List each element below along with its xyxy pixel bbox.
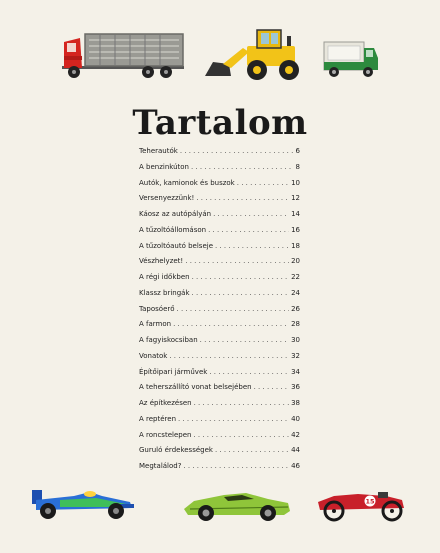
toc-entry — [139, 415, 300, 431]
toc-entry-page-number: 40 — [291, 414, 300, 423]
toc-entry-page-number: 34 — [291, 367, 300, 376]
toc-entry-title: Autók, kamionok és buszok — [139, 178, 235, 187]
delivery-van-illustration — [322, 38, 380, 80]
page-title: Tartalom — [132, 103, 308, 143]
toc-dot-leader — [180, 147, 294, 155]
toc-dot-leader — [169, 352, 289, 360]
toc-entry — [139, 446, 300, 462]
toc-entry-title: A roncstelepen — [139, 430, 192, 439]
wheel-loader-illustration — [203, 26, 307, 82]
toc-entry-page-number: 38 — [291, 399, 300, 407]
toc-entry-page-number: 6 — [295, 147, 300, 155]
toc-dot-leader — [208, 226, 289, 234]
toc-dot-leader — [178, 415, 289, 423]
toc-dot-leader — [209, 368, 289, 376]
toc-entry-title: Építőipari járművek — [139, 367, 208, 376]
toc-entry-title: A fagyiskocsiban — [139, 336, 198, 344]
toc-entry-page-number: 30 — [291, 336, 300, 344]
toc-entry-title: A reptéren — [139, 414, 177, 423]
toc-entry-page-number: 44 — [291, 446, 300, 455]
toc-dot-leader — [183, 462, 289, 470]
toc-entry-page-number: 32 — [291, 351, 300, 360]
toc-entry-title: A tűzoltóautó belseje — [139, 241, 214, 250]
toc-entry-title: A tűzoltóállomáson — [139, 225, 207, 234]
toc-entry — [139, 305, 300, 321]
toc-dot-leader — [192, 289, 290, 297]
toc-dot-leader — [173, 320, 289, 328]
toc-entry — [139, 336, 300, 352]
toc-entry-title: Guruló érdekességek — [139, 446, 213, 455]
toc-entry-title: A régi időkben — [139, 273, 190, 281]
toc-entry — [139, 147, 300, 163]
toc-entry — [139, 210, 300, 226]
toc-entry — [139, 163, 300, 179]
toc-entry — [139, 368, 300, 384]
toc-entry — [139, 226, 300, 242]
toc-dot-leader — [215, 242, 289, 250]
toc-entry — [139, 273, 300, 289]
toc-dot-leader — [200, 336, 289, 344]
toc-dot-leader — [215, 446, 289, 454]
toc-entry-page-number: 16 — [291, 225, 300, 234]
toc-entry-title: Teherautók — [139, 147, 178, 155]
toc-entry — [139, 352, 300, 368]
toc-entry-title: Vészhelyzet! — [139, 257, 184, 266]
toc-entry — [139, 431, 300, 447]
toc-entry-page-number: 46 — [291, 462, 300, 470]
toc-entry — [139, 179, 300, 195]
toc-entry-page-number: 26 — [291, 304, 300, 313]
toc-entry-page-number: 18 — [291, 241, 300, 250]
toc-dot-leader — [191, 163, 294, 171]
table-of-contents — [139, 147, 300, 478]
toc-dot-leader — [177, 305, 290, 313]
toc-dot-leader — [254, 383, 289, 391]
sports-car-illustration — [180, 485, 294, 523]
formula-car-illustration — [30, 484, 136, 520]
toc-entry-page-number: 28 — [291, 320, 300, 329]
toc-entry-title: A farmon — [139, 320, 172, 329]
toc-entry-page-number: 10 — [291, 178, 300, 187]
toc-entry — [139, 320, 300, 336]
toc-entry-title: Klassz bringák — [139, 288, 190, 297]
toc-entry-page-number: 12 — [291, 194, 300, 203]
toc-entry — [139, 242, 300, 258]
toc-dot-leader — [196, 194, 289, 202]
toc-entry-title: Megtalálod? — [139, 462, 182, 470]
toc-dot-leader — [194, 399, 289, 407]
vintage-race-car-illustration — [314, 484, 410, 522]
toc-dot-leader — [185, 257, 289, 265]
toc-dot-leader — [213, 210, 289, 218]
toc-entry-title: Versenyezzünk! — [139, 194, 195, 203]
toc-entry-title: Káosz az autópályán — [139, 210, 212, 218]
toc-entry — [139, 194, 300, 210]
toc-entry — [139, 462, 300, 478]
toc-entry-title: A teherszállító vonat belsejében — [139, 383, 252, 392]
livestock-truck-illustration — [60, 30, 188, 80]
toc-entry-page-number: 8 — [295, 162, 300, 171]
toc-entry-title: Taposóerő — [139, 304, 175, 313]
toc-entry-page-number: 14 — [291, 210, 300, 218]
toc-entry — [139, 289, 300, 305]
toc-entry-title: Vonatok — [139, 351, 168, 360]
toc-entry-title: Az építkezésen — [139, 399, 192, 407]
toc-dot-leader — [193, 431, 289, 439]
toc-dot-leader — [192, 273, 290, 281]
toc-entry-page-number: 22 — [291, 273, 300, 281]
car-number: 15 — [365, 497, 375, 506]
toc-entry — [139, 399, 300, 415]
toc-entry — [139, 383, 300, 399]
toc-entry-page-number: 24 — [291, 288, 300, 297]
toc-entry-page-number: 20 — [291, 257, 300, 266]
toc-entry — [139, 257, 300, 273]
toc-entry-title: A benzinkúton — [139, 162, 189, 171]
toc-entry-page-number: 42 — [291, 430, 300, 439]
toc-entry-page-number: 36 — [291, 383, 300, 392]
toc-dot-leader — [237, 179, 289, 187]
